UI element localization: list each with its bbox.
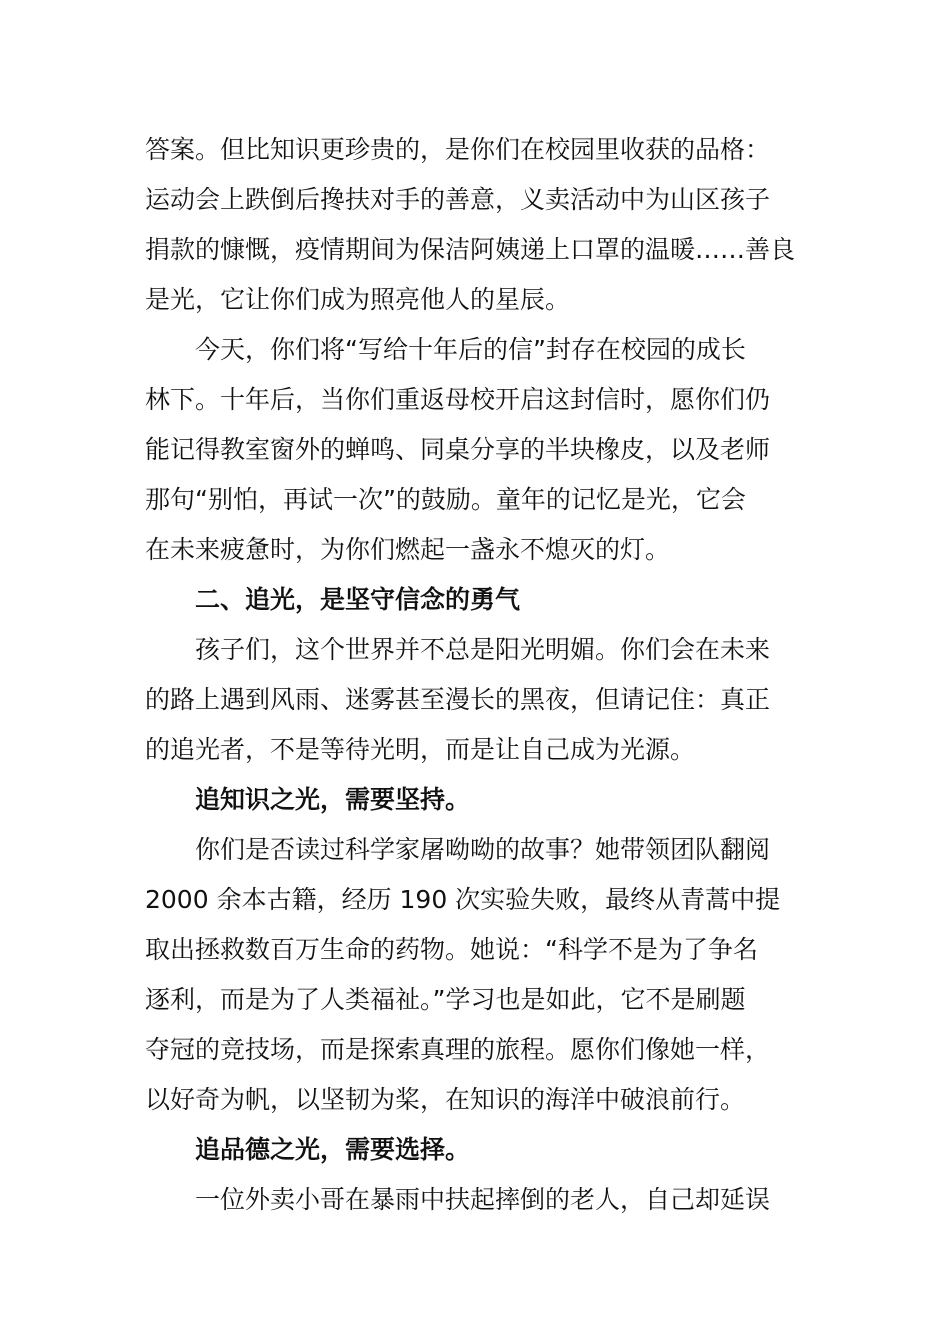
paragraph-line: 夺冠的竞技场，而是探索真理的旅程。愿你们像她一样， [145,1035,771,1064]
paragraph-line: 林下。十年后，当你们重返母校开启这封信时，愿你们仍 [145,385,771,414]
paragraph-line: 今天，你们将“写给十年后的信”封存在校园的成长 [195,335,746,364]
paragraph-line: 一位外卖小哥在暴雨中扶起摔倒的老人，自己却延误 [195,1185,771,1214]
paragraph-line: 逐利，而是为了人类福祉。”学习也是如此，它不是刷题 [145,985,746,1014]
subheading: 追知识之光，需要坚持。 [195,785,471,814]
paragraph-line: 孩子们，这个世界并不总是阳光明媚。你们会在未来 [195,635,771,664]
paragraph-line: 那句“别怕，再试一次”的鼓励。童年的记忆是光，它会 [145,485,746,514]
paragraph-line: 的路上遇到风雨、迷雾甚至漫长的黑夜，但请记住：真正 [145,685,771,714]
paragraph-line: 你们是否读过科学家屠呦呦的故事？她带领团队翻阅 [195,835,771,864]
section-heading: 二、追光，是坚守信念的勇气 [195,585,521,614]
paragraph-line: 捐款的慷慨，疫情期间为保洁阿姨递上口罩的温暖……善良 [145,235,796,264]
paragraph-line: 2000 余本古籍，经历 190 次实验失败，最终从青蒿中提 [145,885,781,914]
paragraph-line: 答案。但比知识更珍贵的，是你们在校园里收获的品格： [145,135,771,164]
paragraph-line: 是光，它让你们成为照亮他人的星辰。 [145,285,571,314]
paragraph-line: 运动会上跌倒后搀扶对手的善意，义卖活动中为山区孩子 [145,185,771,214]
paragraph-line: 取出拯救数百万生命的药物。她说：“科学不是为了争名 [145,935,758,964]
subheading: 追品德之光，需要选择。 [195,1135,471,1164]
paragraph-line: 的追光者，不是等待光明，而是让自己成为光源。 [145,735,696,764]
paragraph-line: 在未来疲惫时，为你们燃起一盏永不熄灭的灯。 [145,535,671,564]
paragraph-line: 以好奇为帆，以坚韧为桨，在知识的海洋中破浪前行。 [145,1085,746,1114]
paragraph-line: 能记得教室窗外的蝉鸣、同桌分享的半块橡皮，以及老师 [145,435,771,464]
